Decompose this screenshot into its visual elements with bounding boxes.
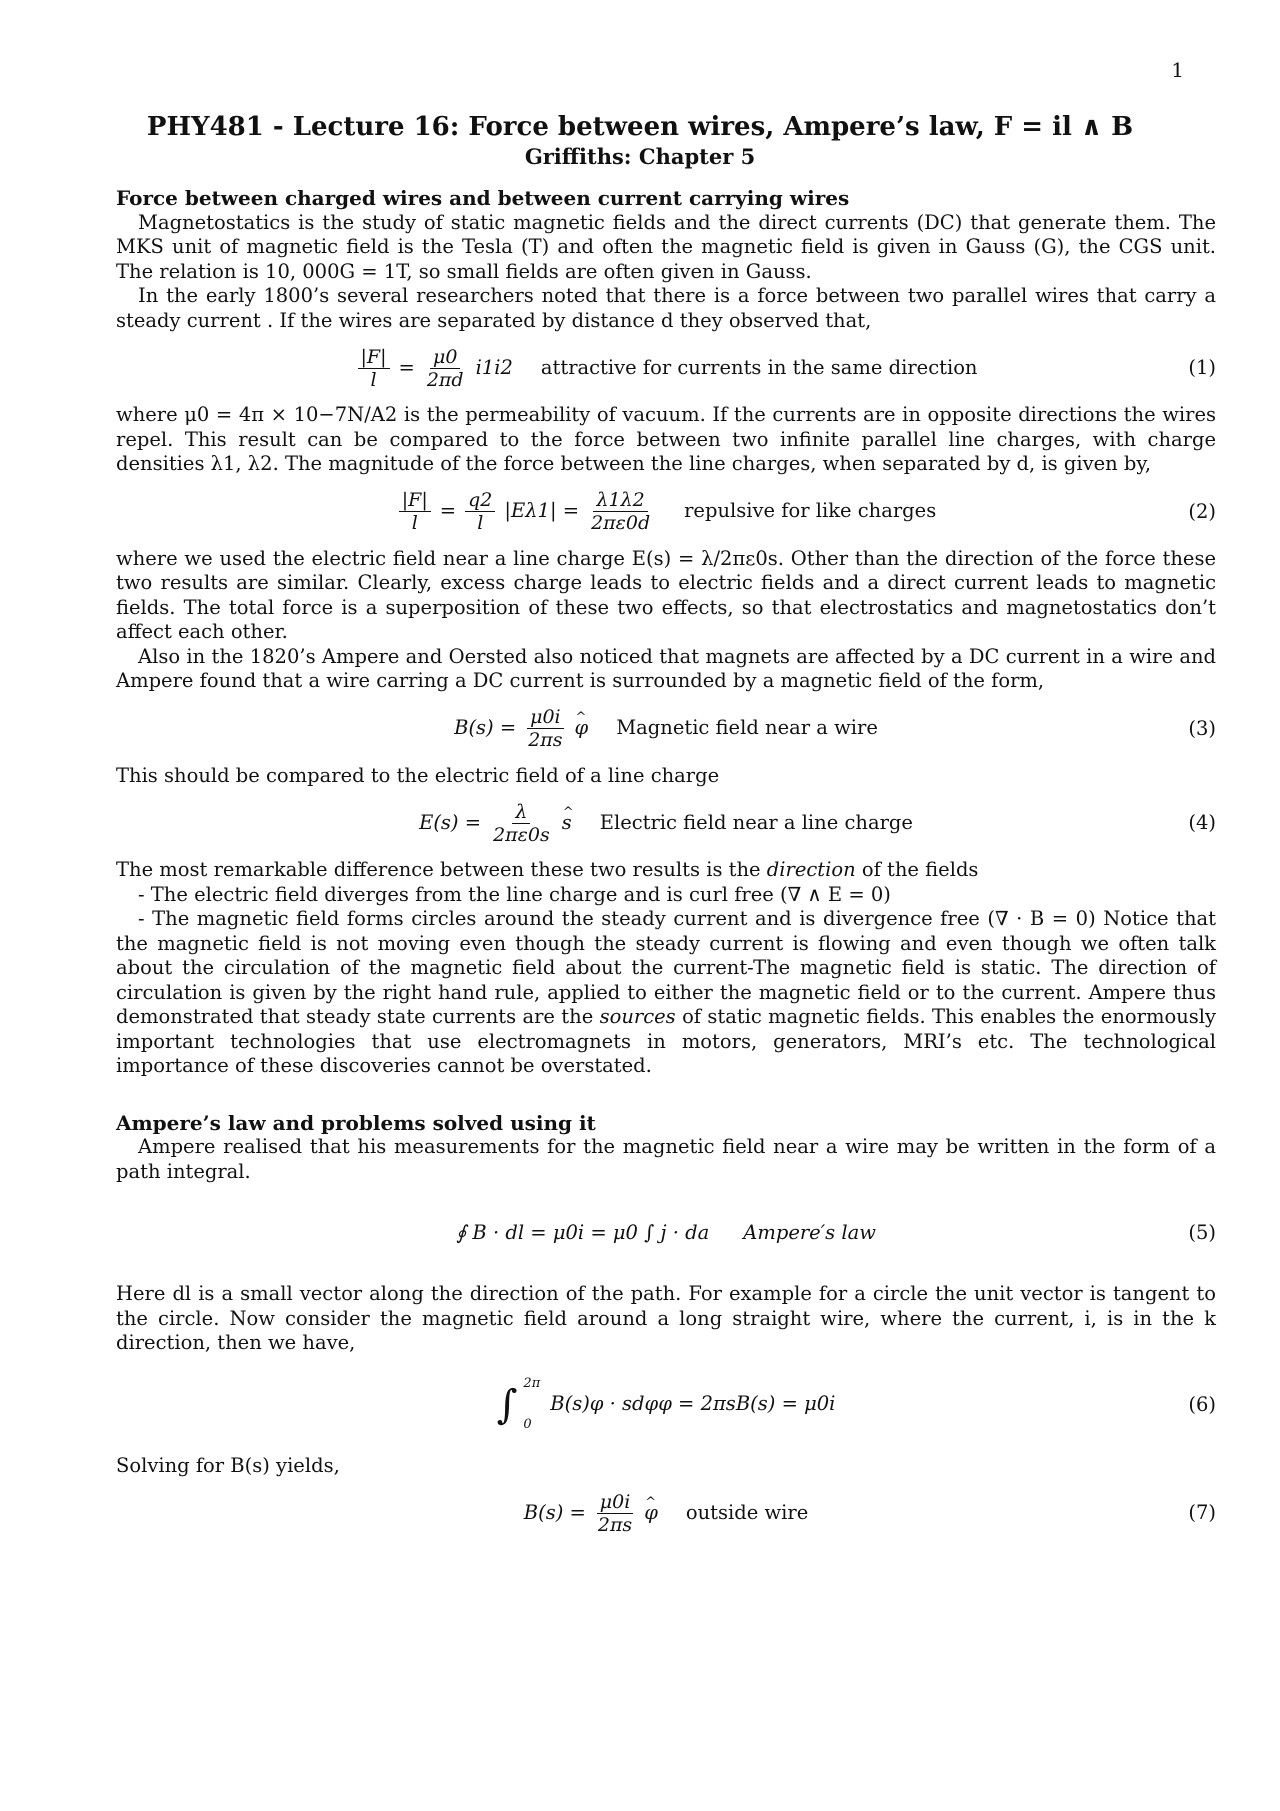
eq2-lhs-fraction: [399, 489, 431, 534]
eq5-expression: ∮ B · dl = μ0i = μ0 ∫ j · da: [456, 1220, 710, 1244]
paragraph-line-charge-field: where we used the electric field near a line charge E(s) = λ/2πε0s. Other than the direction of the force these two results are similar. Clearly, excess charge leads to electric fields and a direct current leads to magnetic fields. The total force is a superposition of these two effects, so that electrostatics and magnetostatics don’t affect each other.: [116, 546, 1216, 643]
paragraph-dl-vector: Here dl is a small vector along the direction of the path. For example for a circle the unit vector is tangent to the circle. Now consider the magnetic field around a long straight wire, where the current, i, is in the k direction, then we have,: [116, 1282, 1216, 1354]
eq4-lhs: E(s) =: [419, 810, 482, 834]
eq6-number: (6): [1188, 1392, 1216, 1416]
eq4-unit-vector: ^ s: [562, 811, 572, 836]
equation-6: [116, 1362, 1216, 1448]
eq2-note: repulsive for like charges: [684, 499, 937, 523]
page-number: 1: [1171, 58, 1184, 82]
eq3-number: (3): [1188, 716, 1216, 740]
paragraph-solving: Solving for B(s) yields,: [116, 1453, 340, 1477]
eq1-equals: =: [398, 355, 415, 379]
bullet2-after: of static magnetic fields. This enables the enormously important technologies that use electromagnets in motors, generators, MRI’s etc. The technological importance of these discoveries cannot be overstated.: [116, 1005, 1217, 1077]
eq1-rhs-num: μ0: [430, 346, 460, 369]
para7-emphasis: direction: [766, 858, 856, 881]
eq4-den: 2πε0s: [493, 823, 550, 846]
eq7-unit-vector: ^ φ: [644, 1501, 658, 1526]
equation-7: [116, 1484, 1216, 1542]
eq4-fraction: [490, 801, 553, 846]
eq6-integral-sign: ∫: [496, 1381, 518, 1428]
paragraph-remarkable-difference: [116, 858, 1216, 883]
eq2-equals: =: [439, 499, 457, 523]
bullet2-emphasis: sources: [599, 1005, 676, 1028]
eq7-lhs: B(s) =: [523, 1500, 586, 1524]
section-heading-force: Force between charged wires and between current carrying wires: [116, 186, 850, 210]
eq4-num: λ: [512, 801, 530, 824]
eq6-lower-limit: 0: [523, 1417, 532, 1432]
page-title: PHY481 - Lecture 16: Force between wires, Ampere’s law, F = il ∧ B: [146, 112, 1134, 142]
section-heading-ampere: Ampere’s law and problems solved using it: [116, 1110, 596, 1135]
eq1-lhs-num: |F|: [358, 346, 390, 369]
para7-before: The most remarkable difference between these two results is the: [116, 858, 761, 881]
eq3-fraction: [525, 706, 565, 751]
title-block: [0, 112, 1280, 169]
eq2-mid-tail: |Eλ1| =: [504, 499, 580, 523]
eq2-rhs-fraction: [588, 489, 653, 534]
eq1-lhs-fraction: [358, 346, 390, 391]
eq1-note: attractive for currents in the same direction: [540, 355, 978, 379]
equation-3: [116, 700, 1216, 758]
eq6-expression: B(s)φ · sdφφ = 2πsB(s) = μ0i: [550, 1392, 836, 1416]
eq7-number: (7): [1188, 1500, 1216, 1524]
paragraph-compare-line-charge: This should be compared to the electric field of a line charge: [116, 763, 720, 787]
eq7-fraction: [595, 1491, 635, 1536]
eq3-note: Magnetic field near a wire: [616, 716, 878, 740]
eq2-lhs-num: |F|: [399, 489, 431, 512]
eq2-mid-fraction: [465, 489, 495, 534]
eq2-rhs-den: 2πε0d: [591, 512, 651, 534]
eq3-den: 2πs: [528, 729, 563, 751]
equation-5: [116, 1190, 1216, 1276]
eq7-den: 2πs: [597, 1513, 633, 1536]
para7-after: of the fields: [861, 858, 979, 881]
page-subtitle: Griffiths: Chapter 5: [524, 144, 756, 169]
eq1-rhs-fraction: [424, 346, 467, 391]
eq3-lhs: B(s) =: [454, 716, 517, 740]
eq2-mid-num: q2: [465, 489, 495, 512]
eq3-num: μ0i: [527, 706, 564, 729]
eq2-lhs-den: l: [411, 512, 418, 534]
eq2-rhs-num: λ1λ2: [593, 489, 647, 512]
eq6-limits: [523, 1372, 540, 1438]
eq1-rhs-tail: i1i2: [475, 355, 513, 379]
eq7-note: outside wire: [685, 1500, 809, 1524]
paragraph-ampere-oersted: Also in the 1820’s Ampere and Oersted also noticed that magnets are affected by a DC current in a wire and Ampere found that a wire carring a DC current is surrounded by a magnetic field of the form,: [116, 644, 1216, 692]
eq4-number: (4): [1188, 810, 1216, 834]
eq4-note: Electric field near a line charge: [599, 810, 913, 834]
eq5-number: (5): [1188, 1220, 1216, 1244]
paragraph-early-1800s: In the early 1800’s several researchers noted that there is a force between two parallel wires that carry a steady current . If the wires are separated by distance d they observed that,: [116, 284, 1216, 332]
paragraph-magnetostatics: Magnetostatics is the study of static magnetic fields and the direct currents (DC) that generate them. The MKS unit of magnetic field is the Tesla (T) and often the magnetic field is given in Gauss (G), the CGS unit. The relation is 10, 000G = 1T, so small fields are often given in Gauss.: [116, 210, 1216, 283]
paragraph-path-integral: Ampere realised that his measurements for the magnetic field near a wire may be written in the form of a path integral.: [116, 1135, 1216, 1183]
eq1-lhs-den: l: [370, 368, 377, 391]
equation-1: [116, 339, 1216, 397]
equation-4: [116, 794, 1216, 852]
eq3-unit-vector: ^ φ: [575, 716, 589, 741]
eq6-upper-limit: 2π: [523, 1375, 541, 1391]
bullet-electric-field: - The electric field diverges from the line charge and is curl free (∇ ∧ E = 0): [138, 882, 891, 906]
eq1-rhs-den: 2πd: [426, 368, 464, 391]
eq7-num: μ0i: [597, 1491, 634, 1514]
bullet2-before: - The magnetic field forms circles around the steady current and is divergence free (∇ · B = 0) Notice that the magnetic field is not moving even though the steady current is flowing and even though we often talk about the circulation of the magnetic field about the current-The magnetic field is static. The direction of circulation is given by the right hand rule, applied to either the magnetic field or to the current. Ampere thus demonstrated that steady state currents are the: [116, 907, 1216, 1028]
eq2-number: (2): [1188, 499, 1216, 523]
paragraph-permeability: where μ0 = 4π × 10−7N/A2 is the permeability of vacuum. If the currents are in opposite directions the wires repel. This result can be compared to the force between two infinite parallel line charges, with charge densities λ1, λ2. The magnitude of the force between the line charges, when separated by d, is given by,: [116, 403, 1216, 475]
eq2-mid-den: l: [477, 512, 484, 534]
document-body: [116, 186, 1216, 1548]
eq5-law-label: Ampere′s law: [743, 1220, 876, 1244]
eq1-number: (1): [1188, 355, 1216, 379]
equation-2: [116, 483, 1216, 541]
bullet-magnetic-field: [116, 907, 1216, 1079]
